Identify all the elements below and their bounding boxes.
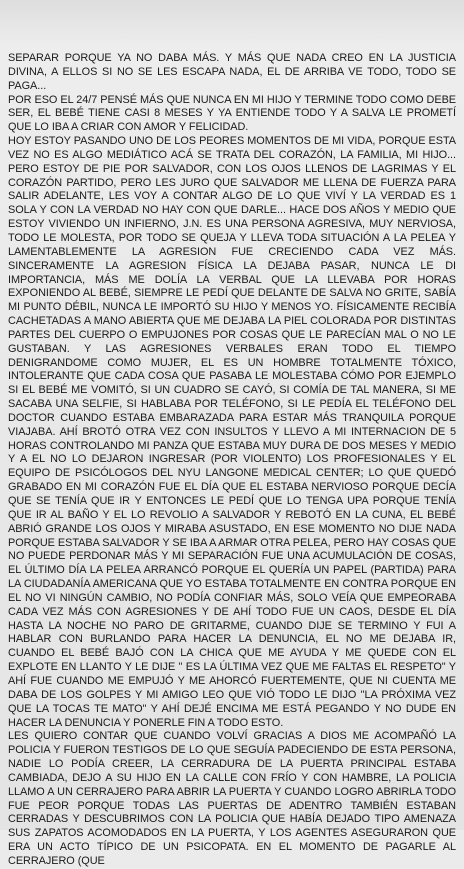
paragraph-4: LES QUIERO CONTAR QUE CUANDO VOLVÍ GRACIAS A DIOS ME ACOMPAÑÓ LA POLICIA Y FUERON TESTIGOS DE LO QUE SEGUÍA PADECIENDO DE ESTA PERSONA, NADIE LO PODÍA CREER, LA CERRADURA DE LA PUERTA PRINCIPAL ESTABA CAMBIADA, DEJO A SU HIJO EN LA CALLE CON FRÍO Y CON HAMBRE, LA POLICIA LLAMO A UN CERRAJERO PARA ABRIR LA PUERTA Y CUANDO LOGRO ABRIRLA TODO FUE PEOR PORQUE TODAS LAS PUERTAS DE ADENTRO TAMBIÉN ESTABAN CERRADAS Y DESCUBRIMOS CON LA POLICIA QUE HABÍA DEJADO TIPO AMENAZA SUS ZAPATOS ACOMODADOS EN LA PUERTA, Y LOS AGENTES ASEGURARON QUE ERA UN ACTO TÍPICO DE UN PSICOPATA. EN EL MOMENTO DE PAGARLE AL CERRAJERO (QUE: [8, 730, 456, 867]
paragraph-2: POR ESO EL 24/7 PENSÉ MÁS QUE NUNCA EN MI HIJO Y TERMINE TODO COMO DEBE SER, EL BEBÉ TIENE CASI 8 MESES Y YA ENTIENDE TODO Y A SALVA LE PROMETÍ QUE LO IBA A CRIAR CON AMOR Y FELICIDAD.: [8, 93, 456, 134]
paragraph-3: HOY ESTOY PASANDO UNO DE LOS PEORES MOMENTOS DE MI VIDA, PORQUE ESTA VEZ NO ES ALGO MEDIÁTICO ACÁ SE TRATA DEL CORAZÓN, LA FAMILIA, MI HIJO... PERO ESTOY DE PIE POR SALVADOR, CON LOS OJOS LLENOS DE LAGRIMAS Y EL CORAZÓN PARTIDO, PERO LES JURO QUE SALVADOR ME LLENA DE FUERZA PARA SALIR ADELANTE, LES VOY A CONTAR ALGO DE LO QUE VIVÍ Y LA VERDAD ES 1 SOLA Y CON LA VERDAD NO HAY CON QUE DARLE... HACE DOS AÑOS Y MEDIO QUE ESTOY VIVIENDO UN INFIERNO, J.N. ES UNA PERSONA AGRESIVA, MUY NERVIOSA, TODO LE MOLESTA, POR TODO SE QUEJA Y LLEVA TODA SITUACIÓN A LA PELEA Y LAMENTABLEMENTE LA AGRESION FUE CRECIENDO CADA VEZ MÁS. SINCERAMENTE LA AGRESION FÍSICA LA DEJABA PASAR, NUNCA LE DI IMPORTANCIA, MÁS ME DOLÍA LA VERBAL QUE LA LLEVABA POR HORAS EXPONIENDO AL BEBÉ, SIEMPRE LE PEDÍ QUE DELANTE DE SALVA NO GRITE, SABÍA MI PUNTO DÉBIL, NUNCA LE IMPORTÓ SU HIJO Y MENOS YO. FÍSICAMENTE RECIBÍA CACHETADAS A MANO ABIERTA QUE ME DEJABA LA PIEL COLORADA POR DISTINTAS PARTES DEL CUERPO O EMPUJONES POR COSAS QUE LE PARECÍAN MAL O NO LE GUSTABAN. Y LAS AGRESIONES VERBALES ERAN TODO EL TIEMPO DENIGRANDOME COMO MUJER, EL ES UN HOMBRE TOTALMENTE TÓXICO, INTOLERANTE QUE CADA COSA QUE PASABA LE MOLESTABA CÓMO POR EJEMPLO SI EL BEBÉ ME VOMITÓ, SI UN CUADRO SE CAYÓ, SI COMÍA DE TAL MANERA, SI ME SACABA UNA SELFIE, SI HABLABA POR TELÉFONO, SI LE PEDÍA EL TELÉFONO DEL DOCTOR CUANDO ESTABA EMBARAZADA PARA ESTAR MÁS TRANQUILA PORQUE VIAJABA. AHÍ BROTÓ OTRA VEZ CON INSULTOS Y LLEVO A MI INTERNACION DE 5 HORAS CONTROLANDO MI PANZA QUE ESTABA MUY DURA DE DOS MESES Y MEDIO Y A EL NO LO DEJARON INGRESAR (POR VIOLENTO) LOS PROFESIONALES Y EL EQUIPO DE PSICÓLOGOS DEL NYU LANGONE MEDICAL CENTER; LO QUE QUEDÓ GRABADO EN MI CORAZÓN FUE EL DÍA QUE EL ESTABA NERVIOSO PORQUE DECÍA QUE SE TENÍA QUE IR Y ENTONCES LE PEDÍ QUE LO TENGA UPA PORQUE TENÍA QUE IR AL BAÑO Y EL LO REVOLIO A SALVADOR Y REBOTÓ EN LA CUNA, EL BEBÉ ABRIÓ GRANDE LOS OJOS Y MIRABA ASUSTADO, EN ESE MOMENTO NO DIJE NADA PORQUE ESTABA SALVADOR Y SE IBA A ARMAR OTRA PELEA, PERO HAY COSAS QUE NO PUEDE PERDONAR MÁS Y MI SEPARACIÓN FUE UNA ACUMULACIÓN DE COSAS, EL ÚLTIMO DÍA LA PELEA ARRANCÓ PORQUE EL QUERÍA UN PAPEL (PARTIDA) PARA LA CIUDADANÍA AMERICANA QUE YO ESTABA TOTALMENTE EN CONTRA PORQUE EN EL NO VI NINGÚN CAMBIO, NO PODÍA CONFIAR MÁS, SOLO VEÍA QUE EMPEORABA CADA VEZ MÁS CON AGRESIONES Y DE AHÍ TODO FUE UN CAOS, DESDE EL DÍA HASTA LA NOCHE NO PARO DE GRITARME, CUANDO DIJE SE TERMINO Y FUI A HABLAR CON BURLANDO PARA HACER LA DENUNCIA, EL NO ME DEJABA IR, CUANDO EL BEBÉ BAJÓ CON LA CHICA QUE ME AYUDA Y ME QUEDE CON EL EXPLOTE EN LLANTO Y LE DIJE " ES LA ÚLTIMA VEZ QUE ME FALTAS EL RESPETO" Y AHÍ FUE CUANDO ME EMPUJÓ Y ME AHORCÓ FUERTEMENTE, QUE NI CUENTA ME DABA DE LOS GOLPES Y MI AMIGO LEO QUE VIÓ TODO LE DIJO "LA PRÓXIMA VEZ QUE LA TOCAS TE MATO" Y AHÍ DEJÉ ENCIMA ME ESTÁ PEGANDO Y NO DUDE EN HACER LA DENUNCIA Y PONERLE FIN A TODO ESTO.: [8, 135, 456, 729]
top-shadow: [0, 0, 464, 46]
paragraph-1: SEPARAR PORQUE YA NO DABA MÁS. Y MÁS QUE NADA CREO EN LA JUSTICIA DIVINA, A ELLOS SI NO SE LES ESCAPA NADA, EL DE ARRIBA VE TODO, TODO SE PAGA...: [8, 52, 456, 92]
story-text-block: [8, 52, 456, 869]
